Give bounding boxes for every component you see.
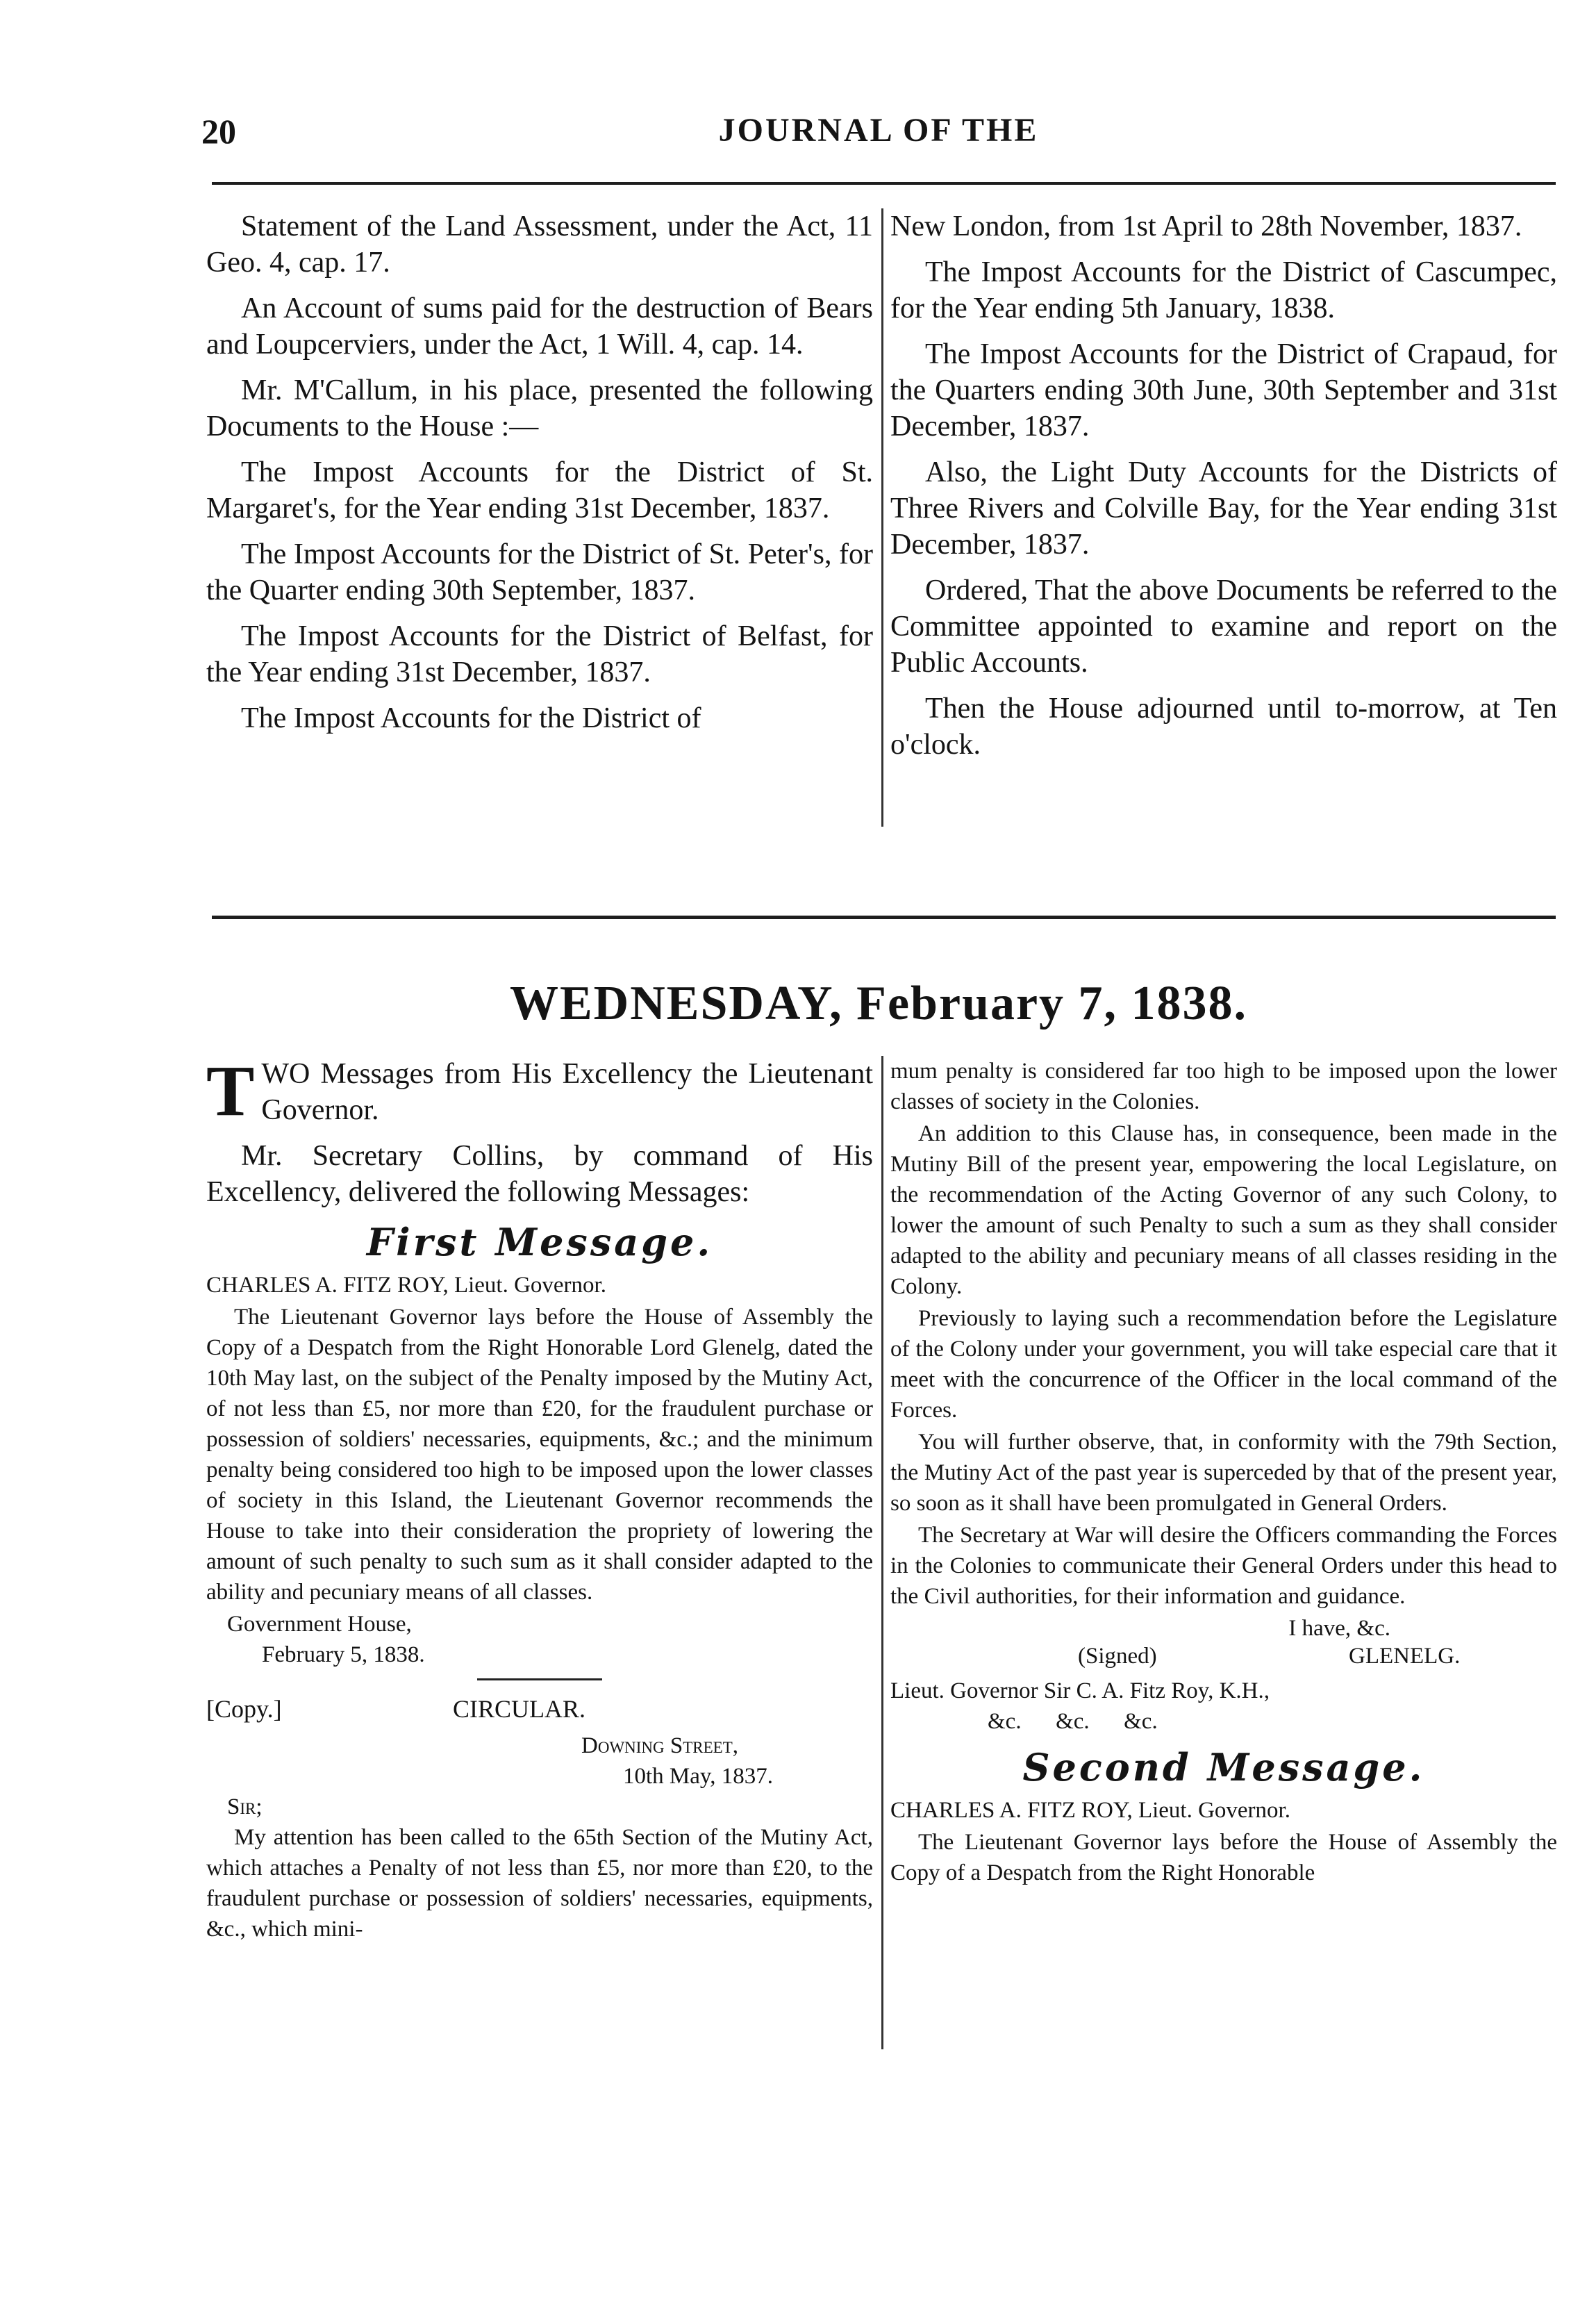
paragraph: The Impost Accounts for the District of St. Peter's, for the Quarter ending 30th September, 1837. [206, 538, 873, 606]
signatory: CHARLES A. FITZ ROY, Lieut. Governor. [206, 1273, 606, 1298]
paragraph: Statement of the Land Assessment, under the Act, 11 Geo. 4, cap. 17. [206, 210, 873, 279]
intro-text: WO Messages from His Excellency the Lieutenant Governor. [261, 1058, 873, 1126]
second-message-heading: Second Message. [1022, 1745, 1425, 1790]
top-right-column [890, 208, 1557, 772]
paragraph: mum penalty is considered far too high to be imposed upon the lower classes of society in the Colonies. [890, 1059, 1557, 1114]
copy-label: [Copy.] [206, 1695, 282, 1723]
street-line: Downing Street, [581, 1733, 739, 1758]
page-number: 20 [201, 112, 236, 151]
paragraph: New London, from 1st April to 28th November, 1837. [890, 210, 1522, 242]
header-rule [212, 182, 1556, 185]
paragraph: You will further observe, that, in conformity with the 79th Section, the Mutiny Act of the past year is superceded by that of the present year, so soon as it shall have been promulgated in General Orders. [890, 1430, 1557, 1516]
paragraph: Also, the Light Duty Accounts for the Districts of Three Rivers and Colville Bay, for the Year ending 31st December, 1837. [890, 456, 1557, 561]
bottom-right-column [890, 1056, 1557, 1890]
sender-name: GLENELG. [1349, 1644, 1461, 1669]
paragraph: The Lieutenant Governor lays before the House of Assembly the Copy of a Despatch from the Right Honorable [890, 1830, 1557, 1885]
column-divider [881, 1056, 883, 2049]
signatory: CHARLES A. FITZ ROY, Lieut. Governor. [890, 1798, 1290, 1823]
letter-date: 10th May, 1837. [623, 1764, 774, 1789]
paragraph: Mr. M'Callum, in his place, presented the following Documents to the House :— [206, 374, 873, 443]
paragraph: An Account of sums paid for the destruction of Bears and Loupcerviers, under the Act, 1 Will. 4, cap. 14. [206, 292, 873, 361]
top-left-column [206, 208, 873, 746]
drop-cap: T [206, 1051, 255, 1131]
place-line: Government House, [227, 1612, 412, 1637]
etc-line: &c. &c. &c. [988, 1709, 1158, 1734]
paragraph: The Impost Accounts for the District of [241, 702, 701, 734]
intro-paragraph [206, 1051, 873, 1131]
date-heading: WEDNESDAY, February 7, 1838. [509, 977, 1248, 1030]
paragraph: The Impost Accounts for the District of Crapaud, for the Quarters ending 30th June, 30th September and 31st December, 1837. [890, 338, 1557, 443]
bottom-left-column [206, 1051, 873, 1946]
paragraph: Mr. Secretary Collins, by command of His Excellency, delivered the following Messages: [206, 1140, 873, 1208]
paragraph: Previously to laying such a recommendation before the Legislature of the Colony under your government, you will take especial care that it meet with the concurrence of the Officer in the local command of the Forces. [890, 1306, 1557, 1423]
section-rule [212, 916, 1556, 919]
paragraph: An addition to this Clause has, in consequence, been made in the Mutiny Bill of the present year, empowering the local Legislature, on the recommendation of the Acting Governor of any such Colony, to lower the amount of such Penalty to such a sum as they shall consider adapted to the ability and pecuniary means of all classes residing in the Colony. [890, 1121, 1557, 1299]
copy-row [206, 1694, 873, 1730]
signature-row [890, 1644, 1557, 1676]
signed-label: (Signed) [1078, 1644, 1157, 1669]
paragraph: The Secretary at War will desire the Officers commanding the Forces in the Colonies to communicate their General Orders under this head to the Civil authorities, for their information and guidance. [890, 1523, 1557, 1609]
page-header [201, 111, 1556, 167]
salutation: Sir; [227, 1794, 263, 1819]
column-divider [881, 208, 883, 827]
paragraph: Then the House adjourned until to-morrow, at Ten o'clock. [890, 693, 1557, 761]
paragraph: Ordered, That the above Documents be referred to the Committee appointed to examine and report on the Public Accounts. [890, 575, 1557, 679]
running-head: JOURNAL OF THE [718, 112, 1039, 149]
circular-label: CIRCULAR. [453, 1695, 586, 1723]
date-line: February 5, 1838. [262, 1642, 425, 1667]
first-message-heading: First Message. [366, 1220, 713, 1264]
paragraph: The Impost Accounts for the District of Cascumpec, for the Year ending 5th January, 1838. [890, 256, 1557, 324]
short-rule [477, 1678, 602, 1680]
message-body: The Lieutenant Governor lays before the House of Assembly the Copy of a Despatch from the Right Honorable Lord Glenelg, dated the 10th May last, on the subject of the Penalty imposed by the Mutiny Act, of not less than £5, nor more than £20, for the fraudulent purchase or possession of soldiers' necessaries, equipments, &c.; and the minimum penalty being considered too high to be imposed upon the lower classes of society in this Island, the Lieutenant Governor recommends the House to take into their consideration the propriety of lowering the amount of such penalty to such sum as it shall consider adapted to the ability and pecuniary means of all classes. [206, 1305, 873, 1605]
paragraph: The Impost Accounts for the District of Belfast, for the Year ending 31st December, 1837. [206, 620, 873, 688]
closing-line: I have, &c. [1288, 1616, 1390, 1641]
paragraph: The Impost Accounts for the District of St. Margaret's, for the Year ending 31st December, 1837. [206, 456, 873, 524]
addressee-line: Lieut. Governor Sir C. A. Fitz Roy, K.H., [890, 1678, 1270, 1703]
letter-body: My attention has been called to the 65th Section of the Mutiny Act, which attaches a Penalty of not less than £5, nor more than £20, to the fraudulent purchase or possession of soldiers' necessaries, equipments, &c., which mini- [206, 1825, 873, 1942]
